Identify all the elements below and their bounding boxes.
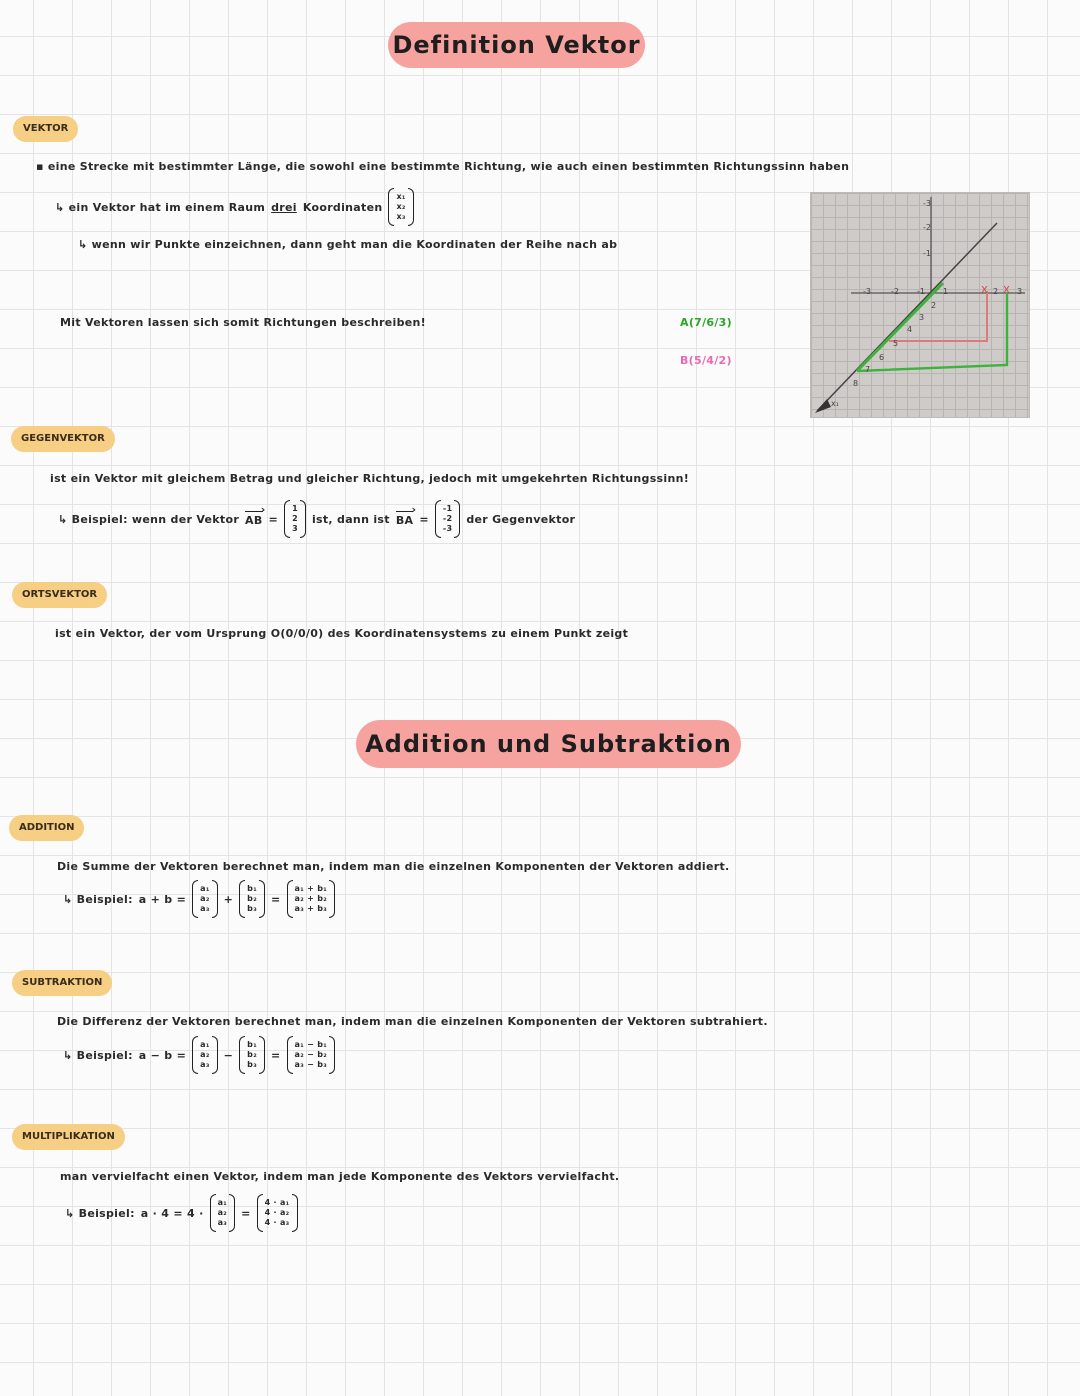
gegenvektor-example-pre: ↳ Beispiel: wenn der Vektor — [58, 512, 240, 526]
section-title-addition: Addition und Subtraktion — [356, 720, 741, 768]
point-b: B(5/4/2) — [680, 354, 732, 367]
addition-a-2: a₂ — [200, 894, 210, 903]
graph-x-mark-1: X — [981, 285, 988, 296]
ortsvektor-line-1: ist ein Vektor, der vom Ursprung O(0/0/0) des Koordinatensystems zu einem Punkt zeigt — [55, 627, 629, 640]
gegenvektor-line-1: ist ein Vektor mit gleichem Betrag und gleicher Richtung, jedoch mit umgekehrten Richtungssinn! — [50, 472, 690, 485]
subtraktion-example-label: ↳ Beispiel: — [63, 1048, 133, 1062]
addition-eq: = — [271, 892, 281, 906]
vektor-line-2-post: Koordinaten — [302, 200, 383, 214]
graph-tick-diag-3: 3 — [919, 313, 925, 322]
graph-x1-label: x₁ — [831, 399, 839, 408]
graph-tick-neg-3: -3 — [863, 287, 871, 296]
addition-a-1: a₁ — [200, 884, 210, 893]
pill-ortsvektor: ORTSVEKTOR — [12, 582, 107, 608]
addition-res-1: a₁ + b₁ — [294, 884, 328, 893]
graph-tick-pos-2: 2 — [993, 287, 999, 296]
coord-x3: x₃ — [396, 212, 406, 221]
graph-tick-upper-2: -2 — [923, 223, 931, 232]
subtraktion-a-matrix — [192, 1036, 218, 1074]
multiplikation-example — [65, 1194, 298, 1232]
vektor-line-2-pre: ↳ ein Vektor hat im einem Raum — [55, 200, 266, 214]
multiplikation-example-label: ↳ Beispiel: — [65, 1206, 135, 1220]
ab-matrix — [284, 500, 306, 538]
multiplikation-a-3: a₃ — [217, 1218, 228, 1227]
addition-example-label: ↳ Beispiel: — [63, 892, 133, 906]
gegenvektor-example-mid: ist, dann ist — [311, 512, 390, 526]
graph-tick-diag-6: 6 — [879, 353, 885, 362]
subtraktion-b-3: b₃ — [247, 1060, 258, 1069]
ba-val-3: -3 — [442, 524, 453, 533]
subtraktion-res-3: a₃ − b₃ — [294, 1060, 328, 1069]
addition-res-matrix — [287, 880, 336, 918]
multiplikation-lhs: a · 4 = 4 · — [140, 1206, 204, 1220]
multiplikation-res-2: 4 · a₂ — [264, 1208, 290, 1217]
ba-val-1: -1 — [442, 504, 453, 513]
section-title-definition: Definition Vektor — [388, 22, 645, 68]
vektor-line-2 — [55, 188, 414, 226]
multiplikation-line-1: man vervielfacht einen Vektor, indem man jede Komponente des Vektors vervielfacht. — [60, 1170, 620, 1183]
addition-example — [63, 880, 335, 918]
graph-tick-diag-8: 8 — [853, 379, 859, 388]
gegenvektor-example-end: der Gegenvektor — [466, 512, 576, 526]
subtraktion-b-1: b₁ — [247, 1040, 258, 1049]
graph-tick-upper-3: -3 — [923, 199, 931, 208]
pill-multiplikation: MULTIPLIKATION — [12, 1124, 125, 1150]
multiplikation-a-matrix — [210, 1194, 236, 1232]
vektor-line-1: ▪ eine Strecke mit bestimmter Länge, die sowohl eine bestimmte Richtung, wie auch einen bestimmten Richtungssinn haben — [36, 160, 850, 173]
subtraktion-res-1: a₁ − b₁ — [294, 1040, 328, 1049]
point-a: A(7/6/3) — [680, 316, 732, 329]
subtraktion-example — [63, 1036, 335, 1074]
subtraktion-a-1: a₁ — [200, 1040, 210, 1049]
multiplikation-a-1: a₁ — [217, 1198, 228, 1207]
vektor-line-2-drei: drei — [271, 200, 297, 214]
pill-vektor: VEKTOR — [13, 116, 78, 142]
addition-op: + — [223, 892, 234, 906]
coord-x2: x₂ — [396, 202, 406, 211]
addition-lhs: a + b = — [138, 892, 187, 906]
pill-addition: ADDITION — [9, 815, 84, 841]
graph-tick-neg-2: -2 — [891, 287, 899, 296]
graph-tick-pos-3: 3 — [1017, 287, 1023, 296]
ba-val-2: -2 — [442, 514, 453, 523]
multiplikation-res-1: 4 · a₁ — [264, 1198, 290, 1207]
coordinate-graph-svg — [811, 193, 1029, 417]
pill-gegenvektor: GEGENVEKTOR — [11, 426, 115, 452]
ab-val-2: 2 — [292, 514, 298, 523]
addition-b-1: b₁ — [247, 884, 258, 893]
ab-val-1: 1 — [292, 504, 298, 513]
eq-sign-1: = — [268, 512, 279, 526]
addition-b-2: b₂ — [247, 894, 258, 903]
graph-tick-diag-7: 7 — [865, 365, 871, 374]
subtraktion-line-1: Die Differenz der Vektoren berechnet man, indem man die einzelnen Komponenten der Vektoren subtrahiert. — [57, 1015, 768, 1028]
graph-tick-diag-2: 2 — [931, 301, 937, 310]
graph-tick-pos-1: 1 — [943, 287, 949, 296]
addition-line-1: Die Summe der Vektoren berechnet man, indem man die einzelnen Komponenten der Vektoren addiert. — [57, 860, 730, 873]
addition-res-3: a₃ + b₃ — [294, 904, 328, 913]
subtraktion-b-matrix — [239, 1036, 265, 1074]
gegenvektor-example — [58, 500, 575, 538]
graph-tick-diag-4: 4 — [907, 325, 913, 334]
subtraktion-eq: = — [271, 1048, 281, 1062]
multiplikation-eq: = — [241, 1206, 251, 1220]
eq-sign-2: = — [419, 512, 429, 526]
vektor-line-3: ↳ wenn wir Punkte einzeichnen, dann geht man die Koordinaten der Reihe nach ab — [78, 238, 618, 251]
vector-ba: BA › — [396, 511, 414, 527]
graph-x-mark-2: X — [1003, 285, 1010, 296]
addition-b-3: b₃ — [247, 904, 258, 913]
subtraktion-res-matrix — [287, 1036, 336, 1074]
multiplikation-res-matrix — [257, 1194, 298, 1232]
subtraktion-b-2: b₂ — [247, 1050, 258, 1059]
coord-x1: x₁ — [396, 192, 406, 201]
graph-tick-upper-1: -1 — [923, 249, 931, 258]
addition-res-2: a₂ + b₂ — [294, 894, 328, 903]
addition-a-matrix — [192, 880, 218, 918]
addition-a-3: a₃ — [200, 904, 210, 913]
pill-subtraktion: SUBTRAKTION — [12, 970, 112, 996]
vector-ab: AB › — [245, 511, 263, 527]
coords-matrix — [388, 188, 413, 226]
addition-b-matrix — [239, 880, 265, 918]
coordinate-graph — [810, 192, 1030, 418]
subtraktion-op: − — [223, 1048, 234, 1062]
subtraktion-a-2: a₂ — [200, 1050, 210, 1059]
subtraktion-res-2: a₂ − b₂ — [294, 1050, 328, 1059]
graph-tick-diag-5: 5 — [893, 339, 899, 348]
subtraktion-lhs: a − b = — [138, 1048, 187, 1062]
subtraktion-a-3: a₃ — [200, 1060, 210, 1069]
graph-tick-neg-1: -1 — [917, 287, 925, 296]
multiplikation-a-2: a₂ — [217, 1208, 228, 1217]
multiplikation-res-3: 4 · a₃ — [264, 1218, 290, 1227]
ba-matrix — [435, 500, 461, 538]
ab-val-3: 3 — [292, 524, 298, 533]
vektor-line-4: Mit Vektoren lassen sich somit Richtungen beschreiben! — [60, 316, 426, 329]
